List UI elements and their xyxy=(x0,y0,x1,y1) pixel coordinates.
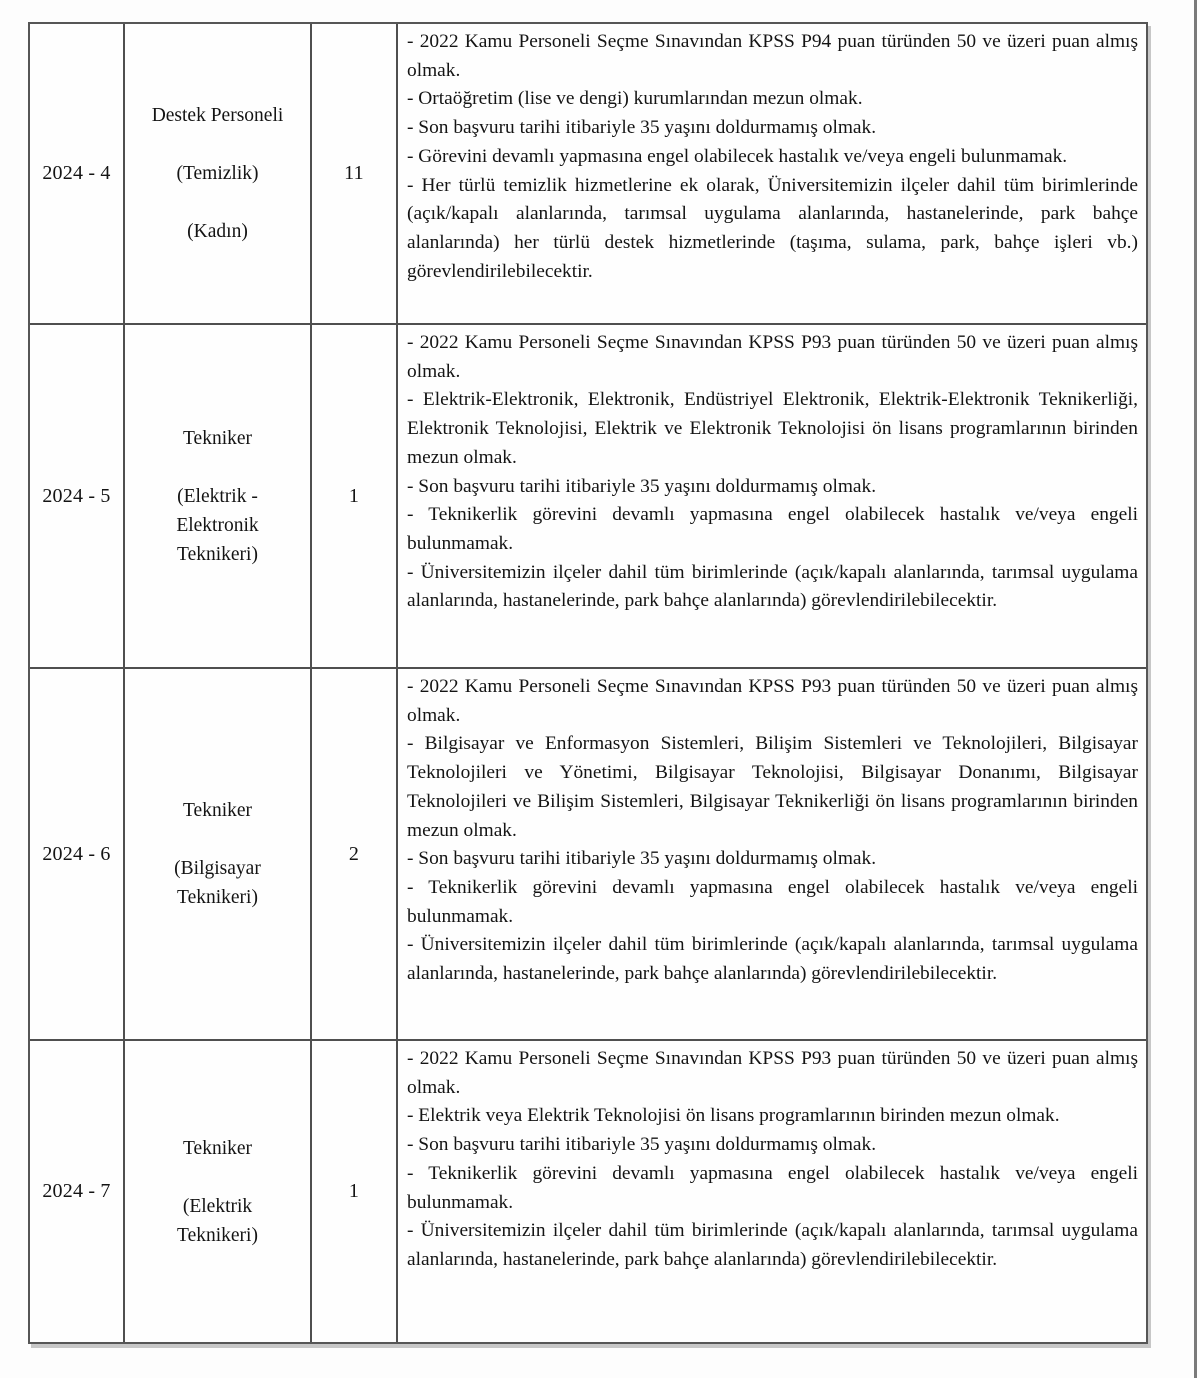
quota-cell xyxy=(312,669,398,1039)
quota-cell xyxy=(312,1041,398,1342)
quota-value: 2 xyxy=(348,842,360,865)
requirements-cell xyxy=(398,325,1146,667)
requirement-item: - Her türlü temizlik hizmetlerine ek olarak, Üniversitemizin ilçeler dahil tüm birimlerinde (açık/kapalı alanlarında, tarımsal uygulama alanlarında, hastanelerinde, park bahçe alanlarında) her türlü destek hizmetlerinde (taşıma, sulama, park, bahçe işleri vb.) görevlendirilebilecektir. xyxy=(407,174,1138,282)
announcement-code: 2024 - 4 xyxy=(42,162,111,184)
requirement-item: - 2022 Kamu Personeli Seçme Sınavından KPSS P93 puan türünden 50 ve üzeri puan almış olmak. xyxy=(407,1048,1138,1098)
table-row xyxy=(30,669,1146,1041)
position-title-line: (Elektrik xyxy=(182,1195,253,1217)
position-title-line: Teknikeri) xyxy=(177,1224,258,1246)
requirements-cell xyxy=(398,669,1146,1039)
requirement-item: - 2022 Kamu Personeli Seçme Sınavından KPSS P93 puan türünden 50 ve üzeri puan almış olmak. xyxy=(407,676,1138,726)
announcement-code-cell xyxy=(30,1041,125,1342)
requirement-item: - Görevini devamlı yapmasına engel olabilecek hastalık ve/veya engeli bulunmamak. xyxy=(407,145,1068,167)
position-title-line: Tekniker xyxy=(182,1137,253,1159)
table-row xyxy=(30,325,1146,669)
position-title-cell xyxy=(125,1041,312,1342)
requirement-item: - Teknikerlik görevini devamlı yapmasına engel olabilecek hastalık ve/veya engeli bulunmamak. xyxy=(407,1162,1138,1213)
position-title-line: Destek Personeli xyxy=(151,105,284,126)
table-row xyxy=(30,1041,1146,1342)
requirement-item: - Son başvuru tarihi itibariyle 35 yaşını doldurmamış olmak. xyxy=(407,848,877,870)
announcement-code: 2024 - 6 xyxy=(42,842,111,865)
position-title-line: (Bilgisayar xyxy=(174,858,261,879)
requirement-item: - Üniversitemizin ilçeler dahil tüm birimlerinde (açık/kapalı alanlarında, tarımsal uygulama alanlarında, hastanelerinde, park bahçe alanlarında) görevlendirilebilecektir. xyxy=(407,1220,1138,1270)
requirement-item: - Elektrik veya Elektrik Teknolojisi ön lisans programlarının birinden mezun olmak. xyxy=(407,1105,1060,1127)
requirement-item: - Bilgisayar ve Enformasyon Sistemleri, Bilişim Sistemleri ve Teknolojileri, Bilgisayar Teknolojileri ve Yönetimi, Bilgisayar Teknolojisi, Bilgisayar Donanımı, Bilgisayar Teknolojileri ve Bilişim Sistemleri, Bilgisayar Teknikerliği ön lisans programlarının birinden mezun olmak. xyxy=(407,733,1138,841)
requirement-item: - Elektrik-Elektronik, Elektronik, Endüstriyel Elektronik, Elektrik-Elektronik Teknikerliği, Elektronik Teknolojisi, Elektrik ve Elektronik Teknolojisi ön lisans programlarının birinden mezun olmak. xyxy=(407,389,1138,468)
announcement-code: 2024 - 7 xyxy=(42,1180,111,1202)
announcement-code-cell xyxy=(30,24,125,323)
position-title-cell xyxy=(125,24,312,323)
requirements-cell xyxy=(398,1041,1146,1342)
position-title-line: Tekniker xyxy=(182,800,253,821)
requirements-cell xyxy=(398,24,1146,323)
position-title-line: (Temizlik) xyxy=(176,163,259,184)
page-edge-line xyxy=(1194,0,1197,1378)
requirement-item: - Son başvuru tarihi itibariyle 35 yaşını doldurmamış olmak. xyxy=(407,1134,877,1156)
requirement-item: - Teknikerlik görevini devamlı yapmasına engel olabilecek hastalık ve/veya engeli bulunmamak. xyxy=(407,876,1138,927)
position-title-line: Tekniker xyxy=(182,427,253,449)
announcement-code: 2024 - 5 xyxy=(42,484,111,507)
requirement-item: - Ortaöğretim (lise ve dengi) kurumlarından mezun olmak. xyxy=(407,88,863,110)
requirement-item: - Son başvuru tarihi itibariyle 35 yaşını doldurmamış olmak. xyxy=(407,475,877,497)
requirement-item: - Teknikerlik görevini devamlı yapmasına engel olabilecek hastalık ve/veya engeli bulunmamak. xyxy=(407,504,1138,554)
position-title-cell xyxy=(125,325,312,667)
table-row xyxy=(30,24,1146,325)
quota-value: 1 xyxy=(348,484,360,507)
quota-cell xyxy=(312,24,398,323)
requirement-item: - 2022 Kamu Personeli Seçme Sınavından KPSS P93 puan türünden 50 ve üzeri puan almış olmak. xyxy=(407,332,1138,382)
position-title-line: Teknikeri) xyxy=(177,543,258,565)
position-title-cell xyxy=(125,669,312,1039)
job-postings-table xyxy=(28,22,1148,1344)
announcement-code-cell xyxy=(30,669,125,1039)
requirement-item: - 2022 Kamu Personeli Seçme Sınavından KPSS P94 puan türünden 50 ve üzeri puan almış olmak. xyxy=(407,31,1138,81)
position-title-line: (Elektrik - xyxy=(177,485,258,507)
requirement-item: - Üniversitemizin ilçeler dahil tüm birimlerinde (açık/kapalı alanlarında, tarımsal uygulama alanlarında, hastanelerinde, park bahçe alanlarında) görevlendirilebilecektir. xyxy=(407,561,1138,612)
requirement-item: - Üniversitemizin ilçeler dahil tüm birimlerinde (açık/kapalı alanlarında, tarımsal uygulama alanlarında, hastanelerinde, park bahçe alanlarında) görevlendirilebilecektir. xyxy=(407,934,1138,985)
quota-value: 1 xyxy=(348,1180,360,1202)
position-title-line: Teknikeri) xyxy=(177,887,258,908)
requirement-item: - Son başvuru tarihi itibariyle 35 yaşını doldurmamış olmak. xyxy=(407,117,877,139)
position-title-line: Elektronik xyxy=(176,514,259,536)
announcement-code-cell xyxy=(30,325,125,667)
quota-cell xyxy=(312,325,398,667)
quota-value: 11 xyxy=(344,162,364,184)
position-title-line: (Kadın) xyxy=(187,221,248,242)
